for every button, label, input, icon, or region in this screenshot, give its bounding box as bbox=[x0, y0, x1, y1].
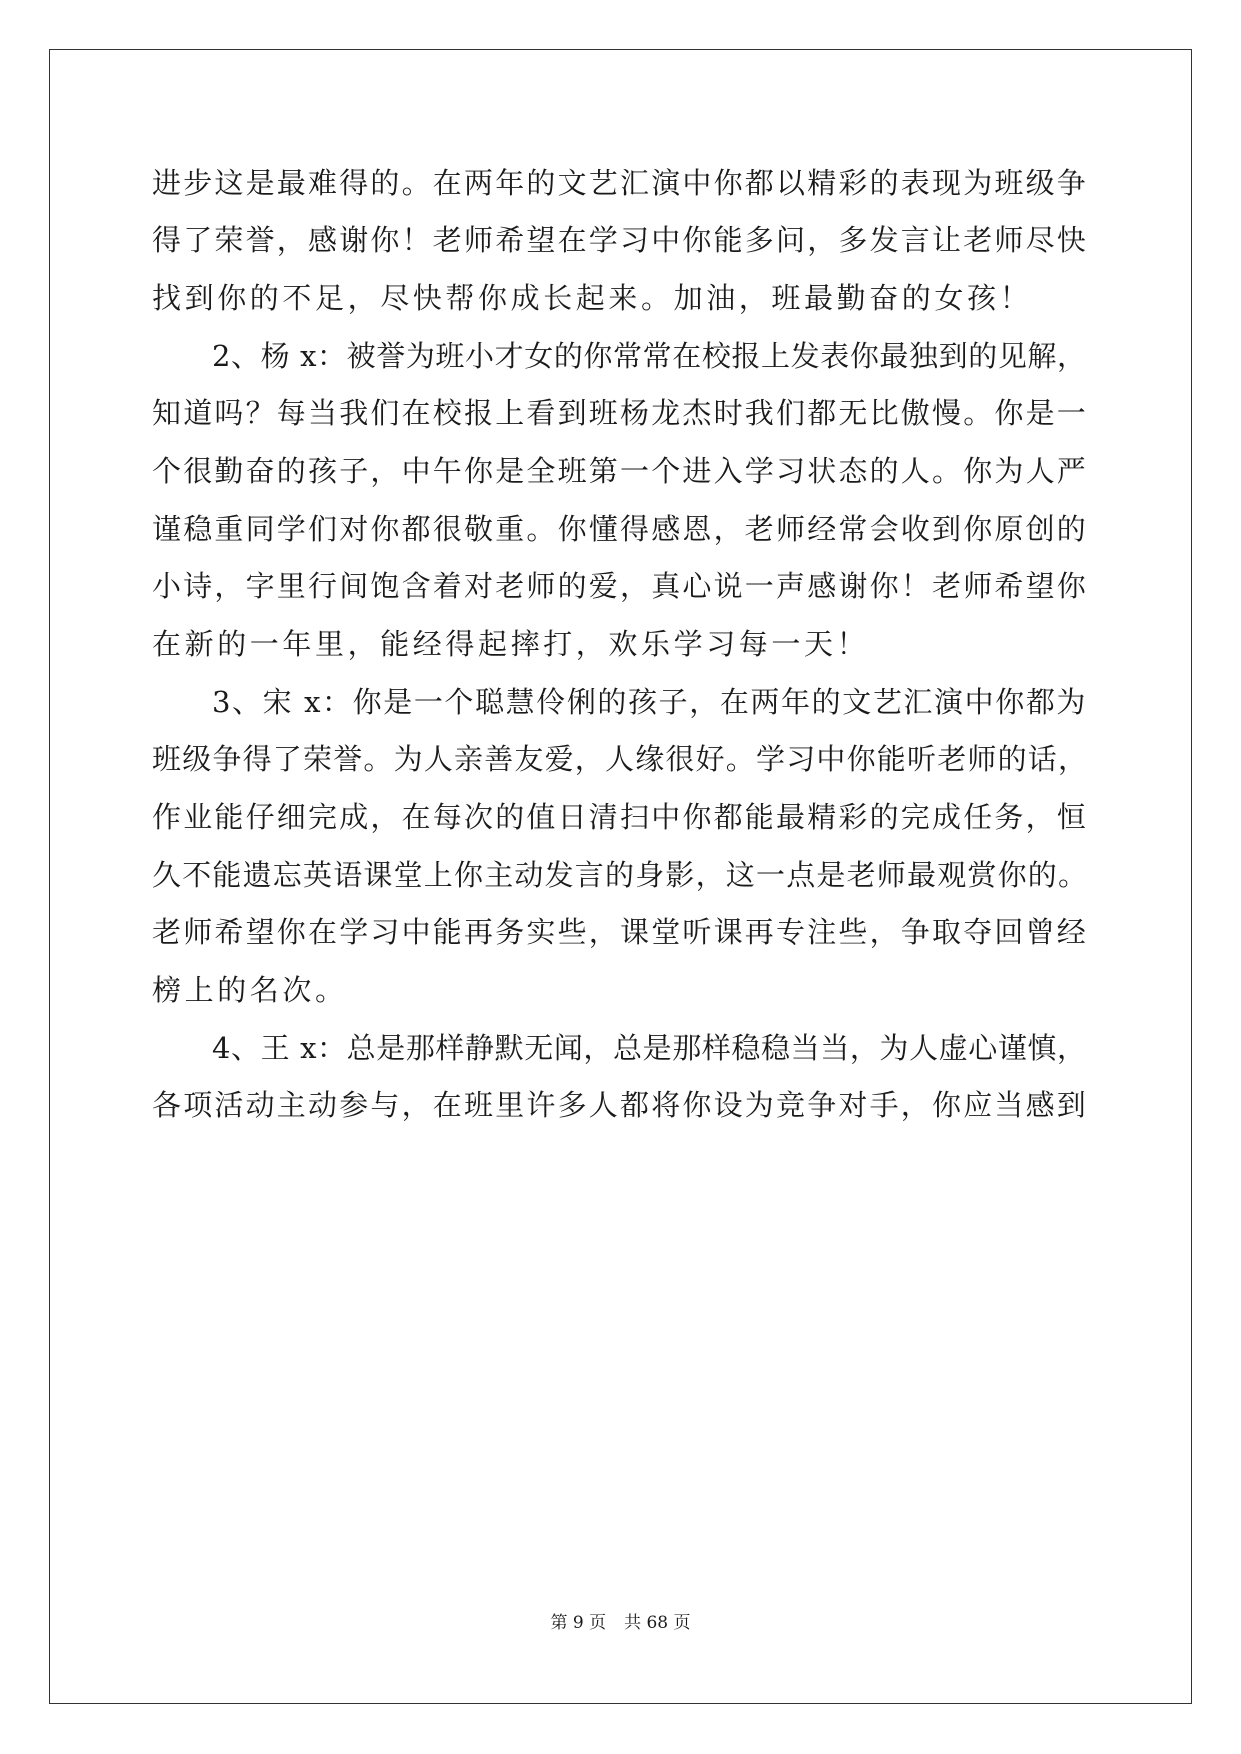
page-footer bbox=[0, 1612, 1241, 1634]
body-text-line: 找到你的不足，尽快帮你成长起来。加油，班最勤奋的女孩！ bbox=[152, 281, 1033, 315]
body-text-line: 作业能仔细完成，在每次的值日清扫中你都能最精彩的完成任务，恒 bbox=[152, 800, 1089, 834]
paragraph-start-line: 4、王 x：总是那样静默无闻，总是那样稳稳当当，为人虚心谨慎， bbox=[212, 1031, 1087, 1065]
body-text-line: 老师希望你在学习中能再务实些，课堂听课再专注些，争取夺回曾经 bbox=[152, 915, 1089, 949]
paragraph-start-line: 2、杨 x：被誉为班小才女的你常常在校报上发表你最独到的见解， bbox=[212, 339, 1087, 373]
body-text-line: 进步这是最难得的。在两年的文艺汇演中你都以精彩的表现为班级争 bbox=[152, 166, 1089, 200]
body-text-line: 个很勤奋的孩子，中午你是全班第一个进入学习状态的人。你为人严 bbox=[152, 454, 1089, 488]
body-text-line: 谨稳重同学们对你都很敬重。你懂得感恩，老师经常会收到你原创的 bbox=[152, 512, 1089, 546]
body-text-line: 久不能遗忘英语课堂上你主动发言的身影，这一点是老师最观赏你的。 bbox=[152, 858, 1089, 892]
current-page-number: 第 9 页 bbox=[550, 1613, 607, 1633]
body-text-line: 班级争得了荣誉。为人亲善友爱，人缘很好。学习中你能听老师的话， bbox=[152, 742, 1089, 776]
paragraph-start-line: 3、宋 x：你是一个聪慧伶俐的孩子，在两年的文艺汇演中你都为 bbox=[212, 685, 1088, 719]
body-text-line: 得了荣誉，感谢你！老师希望在学习中你能多问，多发言让老师尽快 bbox=[152, 223, 1089, 257]
body-text-line: 榜上的名次。 bbox=[152, 973, 348, 1007]
body-text-line: 各项活动主动参与，在班里许多人都将你设为竞争对手，你应当感到 bbox=[152, 1088, 1089, 1122]
body-text-line: 小诗，字里行间饱含着对老师的爱，真心说一声感谢你！老师希望你 bbox=[152, 569, 1089, 603]
body-text-line: 在新的一年里，能经得起摔打，欢乐学习每一天！ bbox=[152, 627, 870, 661]
body-text-line: 知道吗？每当我们在校报上看到班杨龙杰时我们都无比傲慢。你是一 bbox=[152, 396, 1089, 430]
total-page-count: 共 68 页 bbox=[624, 1613, 691, 1633]
